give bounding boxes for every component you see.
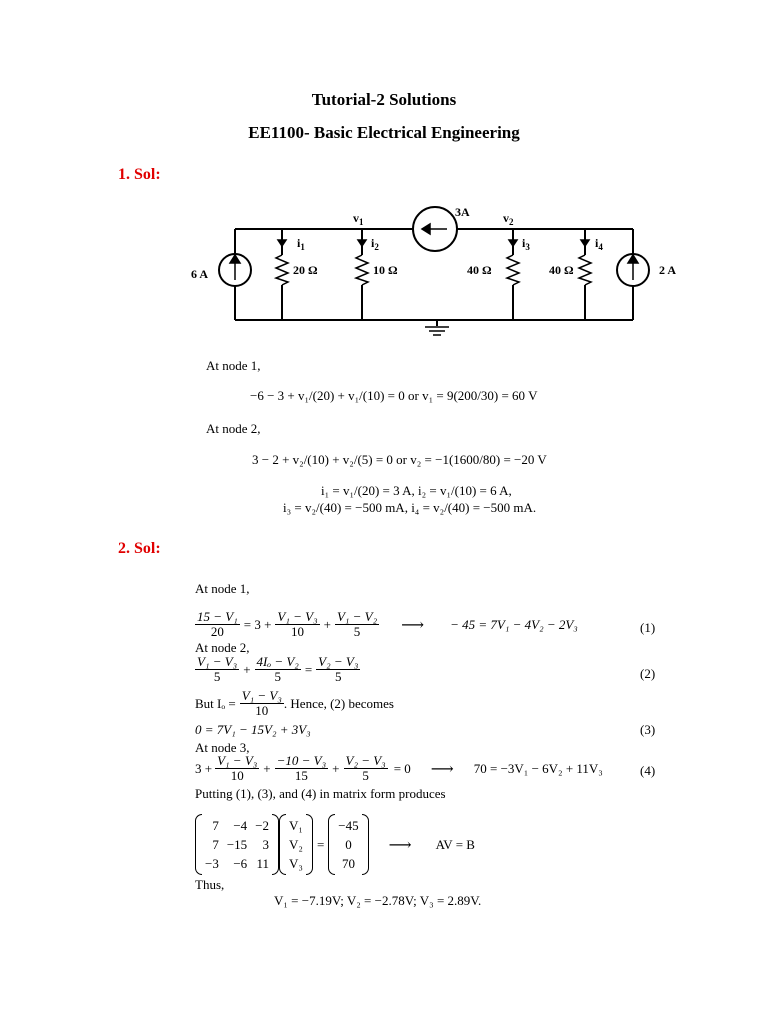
resistor-40a-label: 40 Ω — [467, 263, 492, 277]
solution-1-heading: 1. Sol: — [118, 166, 161, 183]
matrix-equation: 7 −4 −2 7 −15 3 −3 −6 11 V₁ V₂ V₃ = −45 0 70 ⟶ AV = B — [195, 814, 475, 875]
matrix-intro: Putting (1), (3), and (4) in matrix form produces — [195, 786, 446, 801]
equation-1: $\frac{\text{15 − V₁}}{20}$ = 3 + $\frac{\text{V₁ − V₃}}{10}$ + $\frac{\text{V₁ − V₂}}{5}$ ⟶ − 45 = 7V₁ − 4V₂ − 2V₃ — [197, 609, 578, 639]
resistor-10-label: 10 Ω — [373, 263, 398, 277]
resistor-40a — [507, 255, 519, 285]
sol1-node2-label: At node 2, — [206, 421, 261, 436]
node-1-label: $v_1$ — [353, 211, 364, 227]
resistor-20 — [276, 255, 288, 285]
current-i1-label: $i_1$ — [297, 236, 305, 252]
resistor-10 — [356, 255, 368, 285]
sol1-node1-equation: −6 − 3 + v₁/(20) + v₁/(10) = 0 or v₁ = 9(200/30) = 60 V — [250, 388, 538, 403]
course-title: EE1100- Basic Electrical Engineering — [248, 123, 520, 142]
sol1-node1-label: At node 1, — [206, 358, 261, 373]
sol1-node2-equation: 3 − 2 + v₂/(10) + v₂/(5) = 0 or v₂ = −1(1600/80) = −20 V — [252, 452, 547, 467]
matrix-a: 7 −4 −2 7 −15 3 −3 −6 11 — [195, 814, 279, 875]
resistor-20-label: 20 Ω — [293, 263, 318, 277]
sol1-currents-line2: i₃ = v₂/(40) = −500 mA, i₄ = v₂/(40) = −500 mA. — [283, 500, 537, 515]
solution-2-heading: 2. Sol: — [118, 540, 161, 557]
sol1-currents-line1: i₁ = v₁/(20) = 3 A, i₂ = v₁/(10) = 6 A, — [321, 483, 512, 498]
equation-3: 0 = 7V₁ − 15V₂ + 3V₃ — [195, 722, 311, 737]
current-i2-label: $i_2$ — [371, 236, 379, 252]
sol2-node1-label: At node 1, — [195, 581, 250, 596]
sol2-node2-label: At node 2, — [195, 640, 250, 655]
circuit-diagram — [185, 200, 685, 350]
source-6a-label: 6 A — [191, 267, 209, 281]
equation-2: $\frac{\text{V₁ − V₃}}{5}$ + $\frac{\text{4Iₒ − V₂}}{5}$ = $\frac{\text{V₂ − V₃}}{5}$ — [197, 654, 359, 684]
equation-4: 3 + $\frac{\text{V₁ − V₃}}{10}$ + $\frac{\text{−10 − V₃}}{15}$ + $\frac{\text{V₂ − V₃}}{5}$ = 0 ⟶ 70 = −3V₁ − 6V₂ + 11V₃ — [195, 753, 603, 783]
equation-1-number: (1) — [640, 620, 656, 635]
node-2-label: $v_2$ — [503, 211, 514, 227]
document-title: Tutorial-2 Solutions — [311, 90, 457, 109]
io-definition: But Iₒ = $\frac{\text{V₁ − V₃}}{10}$ . Hence, (2) becomes — [195, 688, 394, 718]
sol2-node3-label: At node 3, — [195, 740, 250, 755]
current-i4-label: $i_4$ — [595, 236, 603, 252]
resistor-40b-label: 40 Ω — [549, 263, 574, 277]
equation-4-number: (4) — [640, 763, 656, 778]
equation-3-number: (3) — [640, 722, 656, 737]
resistor-40b — [579, 255, 591, 285]
source-3a-label: 3A — [455, 205, 470, 219]
vector-b: −45 0 70 — [328, 814, 368, 875]
source-2a-label: 2 A — [659, 263, 677, 277]
current-i3-label: $i_3$ — [522, 236, 530, 252]
thus-label: Thus, — [195, 877, 225, 892]
final-result: V₁ = −7.19V; V₂ = −2.78V; V₃ = 2.89V. — [274, 893, 482, 908]
equation-2-number: (2) — [640, 666, 656, 681]
vector-v: V₁ V₂ V₃ — [279, 814, 313, 875]
